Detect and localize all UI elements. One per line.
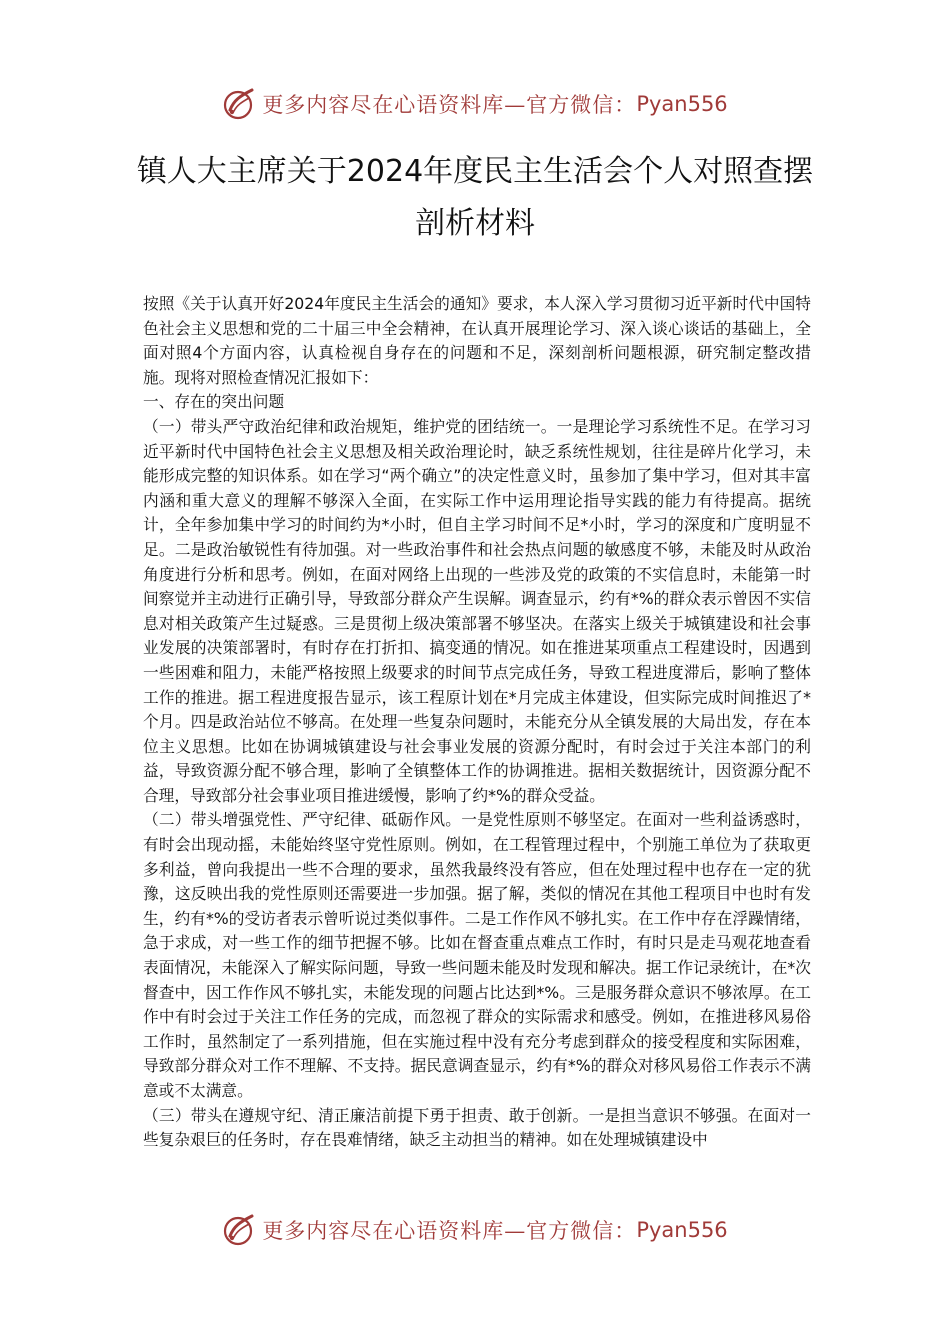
watermark-slogan: 更多内容尽在心语资料库—官方微信： [262, 93, 637, 117]
watermark-account: Pyan556 [636, 92, 728, 116]
body-paragraph: （三）带头在遵规守纪、清正廉洁前提下勇于担责、敢于创新。一是担当意识不够强。在面对一些复杂艰巨的任务时，存在畏难情绪，缺乏主动担当的精神。如在处理城镇建设中 [143, 1105, 811, 1150]
body-paragraph: （一）带头严守政治纪律和政治规矩，维护党的团结统一。一是理论学习系统性不足。在学习习近平新时代中国特色社会主义思想及相关政治理论时，缺乏系统性规划，往往是碎片化学习，未能形成完整的知识体系。如在学习“两个确立”的决定性意义时，虽参加了集中学习，但对其丰富内涵和重大意义的理解不够深入全面，在实际工作中运用理论指导实践的能力有待提高。据统计，全年参加集中学习的时间约为*小时，但自主学习时间不足*小时，学习的深度和广度明显不足。二是政治敏锐性有待加强。对一些政治事件和社会热点问题的敏感度不够，未能及时从政治角度进行分析和思考。例如，在面对网络上出现的一些涉及党的政策的不实信息时，未能第一时间察觉并主动进行正确引导，导致部分群众产生误解。调查显示，约有*%的群众表示曾因不实信息对相关政策产生过疑惑。三是贯彻上级决策部署不够坚决。在落实上级关于城镇建设和社会事业发展的决策部署时，有时存在打折扣、搞变通的情况。如在推进某项重点工程建设时，因遇到一些困难和阻力，未能严格按照上级要求的时间节点完成任务，导致工程进度滞后，影响了整体工作的推进。据工程进度报告显示，该工程原计划在*月完成主体建设，但实际完成时间推迟了*个月。四是政治站位不够高。在处理一些复杂问题时，未能充分从全镇发展的大局出发，存在本位主义思想。比如在协调城镇建设与社会事业发展的资源分配时，有时会过于关注本部门的利益，导致资源分配不够合理，影响了全镇整体工作的协调推进。据相关数据统计，因资源分配不合理，导致部分社会事业项目推进缓慢，影响了约*%的群众受益。 [143, 416, 811, 805]
title-line-2: 剖析材料 [415, 206, 535, 241]
header-watermark-banner [0, 84, 950, 124]
title-line-1: 镇人大主席关于2024年度民主生活会个人对照查摆 [136, 154, 814, 189]
document-title [100, 146, 850, 250]
section-heading: 一、存在的突出问题 [143, 392, 285, 412]
intro-paragraph: 按照《关于认真开好2024年度民主生活会的通知》要求，本人深入学习贯彻习近平新时代中国特色社会主义思想和党的二十届三中全会精神，在认真开展理论学习、深入谈心谈话的基础上，全面对照4个方面内容，认真检视自身存在的问题和不足，深刻剖析问题根源，研究制定整改措施。现将对照检查情况汇报如下： [143, 294, 811, 387]
brand-logo-icon [222, 86, 258, 122]
document-body [143, 292, 811, 1153]
footer-watermark-banner [0, 1210, 950, 1250]
watermark-account: Pyan556 [636, 1218, 728, 1242]
body-paragraph: （二）带头增强党性、严守纪律、砥砺作风。一是党性原则不够坚定。在面对一些利益诱惑时，有时会出现动摇，未能始终坚守党性原则。例如，在工程管理过程中，个别施工单位为了获取更多利益，曾向我提出一些不合理的要求，虽然我最终没有答应，但在处理过程中也存在一定的犹豫，这反映出我的党性原则还需要进一步加强。据了解，类似的情况在其他工程项目中也时有发生，约有*%的受访者表示曾听说过类似事件。二是工作作风不够扎实。在工作中存在浮躁情绪，急于求成，对一些工作的细节把握不够。比如在督查重点难点工作时，有时只是走马观花地查看表面情况，未能深入了解实际问题，导致一些问题未能及时发现和解决。据工作记录统计，在*次督查中，因工作作风不够扎实，未能发现的问题占比达到*%。三是服务群众意识不够浓厚。在工作中有时会过于关注工作任务的完成，而忽视了群众的实际需求和感受。例如，在推进移风易俗工作时，虽然制定了一系列措施，但在实施过程中没有充分考虑到群众的接受程度和实际困难，导致部分群众对工作不理解、不支持。据民意调查显示，约有*%的群众对移风易俗工作表示不满意或不太满意。 [143, 810, 811, 1100]
brand-logo-icon [222, 1212, 258, 1248]
watermark-slogan: 更多内容尽在心语资料库—官方微信： [262, 1219, 637, 1243]
